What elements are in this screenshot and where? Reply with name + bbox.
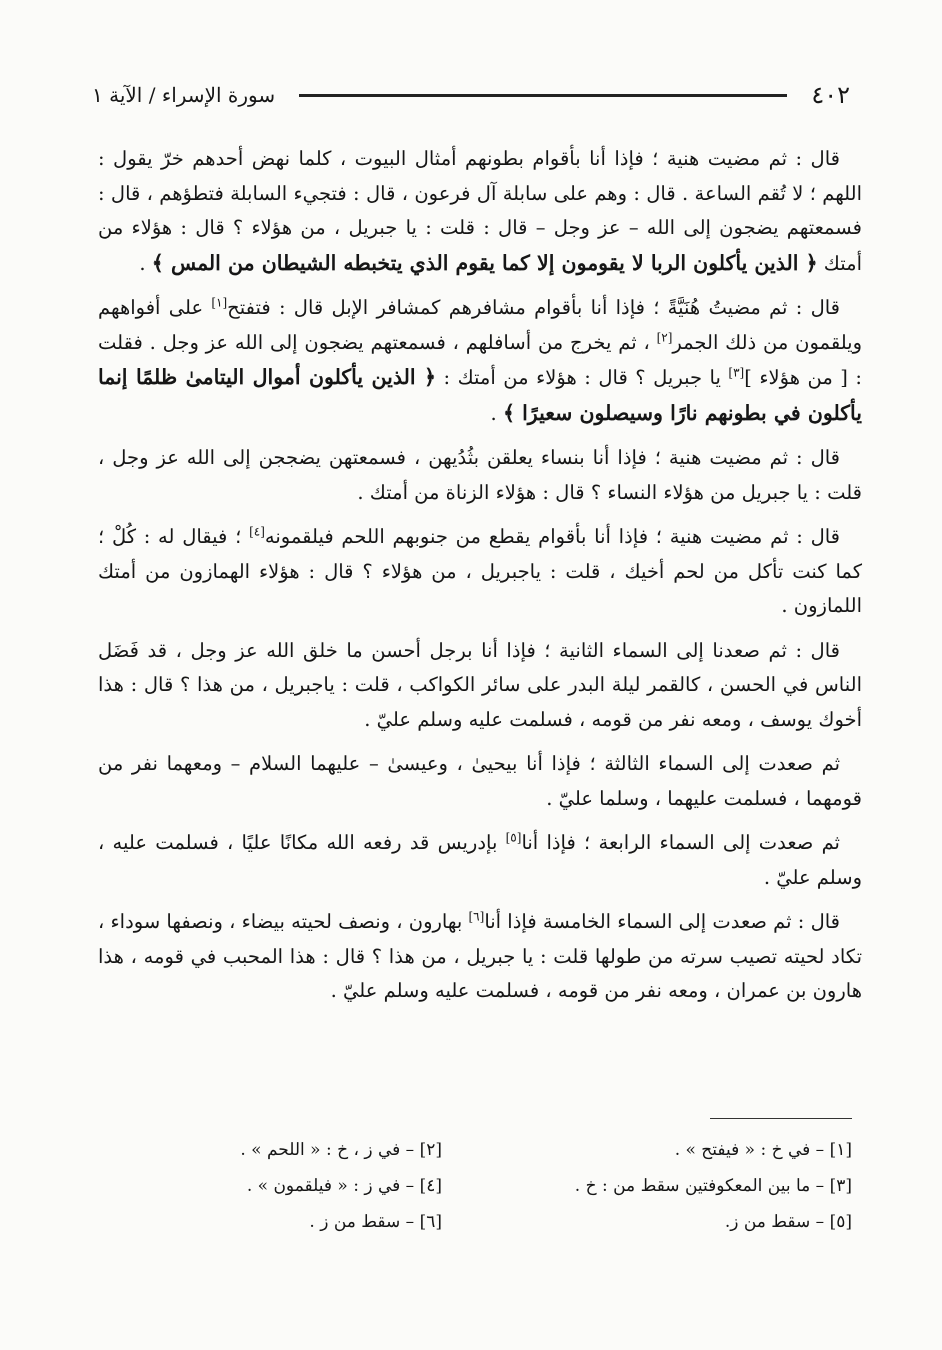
- footnote: [٢] – في ز ، خ : « اللحم » .: [240, 1140, 442, 1160]
- footnote-ref: [١]: [211, 295, 228, 310]
- text-run: ، ثم يخرج من أسافلهم ، فسمعتهم يضجون إلى الله عز وجل . فقلت : [ من هؤلاء ]: [98, 330, 862, 389]
- text-run: قال : ثم مضيت هنية ؛ فإذا أنا بنساء يعلقن بثُدُيهن ، فسمعتهن يضججن إلى الله عز وجل ، قلت : يا جبريل من هؤلاء النساء ؟ قال : هؤلاء الزناة من أمتك .: [98, 446, 862, 504]
- text-run: قال : ثم صعدنا إلى السماء الثانية ؛ فإذا أنا برجل أحسن ما خلق الله عز وجل ، قد فَضَل الناس في الحسن ، كالقمر ليلة البدر على سائر الكواكب ، قلت : ياجبريل ، من هذا ؟ قال : هذا أخوك يوسف ، ومعه نفر من قومه ، فسلمت عليه وسلم عليّ .: [98, 638, 862, 731]
- header-rule: [299, 94, 787, 97]
- paragraph: [98, 826, 862, 895]
- text-run: بهارون ، ونصف لحيته بيضاء ، ونصفها سوداء ، تكاد لحيته تصيب سرته من طولها قلت : يا جبريل ، من هذا ؟ قال : هذا المحبب في قومه ، هذا هارون بن عمران ، ومعه نفر من قومه ، فسلمت عليه وسلم عليّ .: [98, 910, 862, 1002]
- text-run: .: [139, 251, 152, 275]
- text-run: ثم صعدت إلى السماء الرابعة ؛ فإذا أنا: [521, 831, 840, 854]
- quran-verse: ﴿ الذين يأكلون أموال اليتامىٰ ظلمًا إنما يأكلون في بطونهم نارًا وسيصلون سعيرًا ﴾: [98, 365, 862, 425]
- footnote-ref: [٤]: [249, 524, 265, 539]
- footnote: [١] – في خ : « فيفتح » .: [674, 1140, 852, 1160]
- text-run: قال : ثم صعدت إلى السماء الخامسة فإذا أنا: [484, 910, 840, 933]
- footnote: [٤] – في ز : « فيلقمون » .: [246, 1176, 442, 1196]
- footnote: [٣] – ما بين المعكوفتين سقط من : خ .: [574, 1176, 852, 1196]
- text-run: ؛ فيقال له : كُلْ ؛ كما كنت تأكل من لحم أخيك ، قلت : ياجبريل ، من هؤلاء ؟ قال : هؤلاء الهمازون من أمتك اللمازون .: [98, 525, 862, 617]
- text-run: قال : ثم مضيت هنية ؛ فإذا أنا بأقوام يقطع من جنوبهم اللحم فيلقمونه: [264, 525, 840, 548]
- paragraph: [98, 142, 862, 281]
- text-run: قال : ثم مضيت هنية ؛ فإذا أنا بأقوام بطونهم أمثال البيوت ، كلما نهض أحدهم خرّ يقول : اللهم ؛ لا تُقم الساعة . قال : وهم على سابلة آل فرعون ، قال : فتجيء السابلة فتطؤهم ، قال : فسمعتهم يضجون إلى الله – عز وجل – قال : قلت : يا جبريل ، من هؤلاء ؟ قال : هؤلاء من أمتك: [98, 147, 862, 275]
- footnote-separator: [710, 1118, 852, 1119]
- paragraph: [98, 905, 862, 1009]
- page-number: ٤٠٢: [811, 81, 850, 109]
- running-title: سورة الإسراء / الآية ١: [92, 83, 276, 107]
- text-run: .: [490, 401, 503, 425]
- footnote-ref: [٢]: [656, 330, 673, 344]
- text-run: على أفواههم ويلقمون من ذلك الجمر: [98, 296, 862, 354]
- footnotes: [92, 1138, 852, 1234]
- page-header: [92, 72, 850, 118]
- text-run: قال : ثم مضيتُ هُنَيَّةً ؛ فإذا أنا بأقوام مشافرهم كمشافر الإبل قال : فتفتح: [227, 296, 840, 319]
- text-run: يا جبريل ؟ قال : هؤلاء من أمتك :: [436, 366, 729, 389]
- paragraph: [98, 634, 862, 738]
- paragraph: [98, 520, 862, 624]
- footnote-ref: [٣]: [728, 365, 745, 380]
- footnote-ref: [٥]: [505, 830, 522, 845]
- footnote-ref: [٦]: [468, 909, 485, 924]
- footnote: [٥] – سقط من ز.: [724, 1212, 852, 1232]
- paragraph: [98, 441, 862, 510]
- quran-verse: ﴿ الذين يأكلون الربا لا يقومون إلا كما يقوم الذي يتخبطه الشيطان من المس ﴾: [151, 250, 818, 275]
- main-text: [98, 142, 862, 1019]
- paragraph: [98, 747, 862, 816]
- footnote: [٦] – سقط من ز .: [309, 1212, 442, 1232]
- paragraph: [98, 291, 862, 431]
- text-run: ثم صعدت إلى السماء الثالثة ؛ فإذا أنا بيحيىٰ ، وعيسىٰ – عليهما السلام – ومعهما نفر من قومهما ، فسلمت عليهما ، وسلما عليّ .: [98, 752, 862, 810]
- text-run: بإدريس قد رفعه الله مكانًا عليًا ، فسلمت عليه ، وسلم عليّ .: [98, 831, 862, 889]
